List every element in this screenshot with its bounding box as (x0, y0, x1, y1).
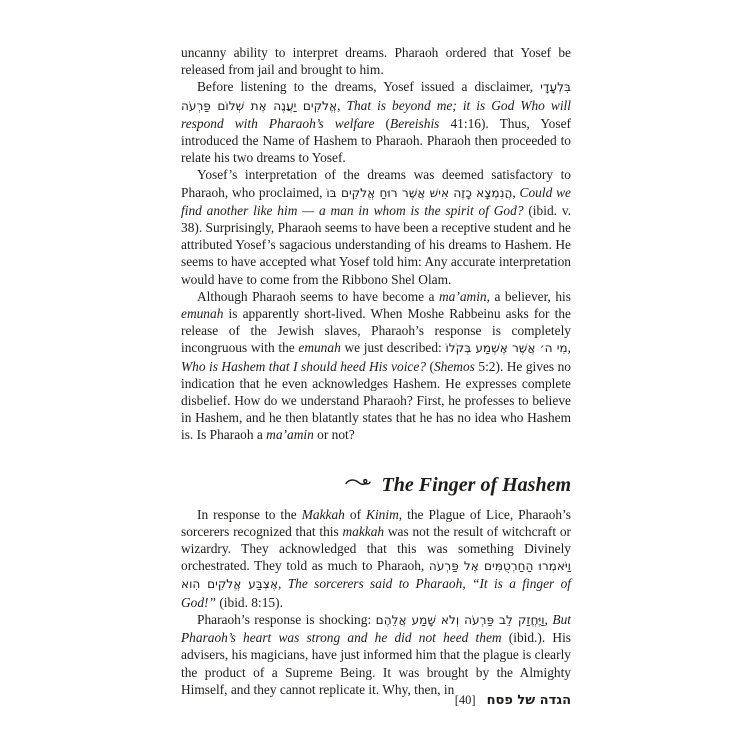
body-text: In response to the (197, 506, 302, 522)
body-text: (ibid. 8:15). (215, 594, 283, 610)
body-text: of (344, 506, 367, 522)
body-text: is apparently short-lived. When Moshe Rabbeinu asks for the release of the Jewish slaves, Pharaoh’s response is completely incongruous with the (181, 306, 571, 356)
emphasis-text: makkah (342, 523, 385, 539)
body-text: Pharaoh’s response is shocking: (197, 611, 376, 627)
hebrew-phrase: בִּלְעָדָי אֱלֹקִים יַעֲנֶה אֶת שְׁלוֹם פַּרְעֹה (181, 80, 571, 113)
section-finger-text (181, 506, 571, 698)
body-text: 5:2). He gives no indication that he even acknowledges Hashem. He expresses complete disbelief. How do we understand Pharaoh? First, he professes to believe in Hashem, and he then blatantly states that he has no idea who Hashem is. Is Pharaoh a (181, 358, 571, 443)
section-dreams-text (181, 44, 571, 444)
body-text: , (278, 576, 288, 592)
body-text: 41:16). Thus, Yosef introduced the Name of Hashem to Pharaoh. Pharaoh then proceeded to relate his two dreams to Yosef. (181, 115, 571, 166)
paragraph (181, 288, 571, 444)
body-text: or not? (313, 427, 355, 443)
body-text: , (512, 184, 520, 200)
book-title-hebrew: הגדה של פסח (486, 693, 571, 708)
hebrew-phrase: וַיֹּאמְרוּ הַחַרְטֻמִּים אֶל פַּרְעֹה אֶצְבַּע אֱלֹקִים הִוא (181, 559, 571, 592)
emphasis-text: Kinim (366, 506, 399, 522)
body-text: was not the result of witchcraft or wizardry. They acknowledged that this was something Divinely orchestrated. They told as much to Pharaoh, (181, 523, 571, 574)
paragraph (181, 506, 571, 611)
paragraph (181, 166, 571, 287)
body-text: Before listening to the dreams, Yosef issued a disclaimer, (197, 79, 541, 95)
body-text: , (337, 97, 347, 113)
section-heading-label: The Finger of Hashem (381, 473, 571, 496)
emphasis-text: Who is Hashem that I should heed His voice? (181, 358, 427, 374)
hebrew-phrase: וַיֶּחֱזַק לֵב פַּרְעֹה וְלֹא שָׁמַע אֲלֵהֶם (375, 612, 545, 627)
page-number: [40] (454, 693, 476, 707)
hebrew-phrase: הֲנִמְצָא כָזֶה אִישׁ אֲשֶׁר רוּחַ אֱלֹקִים בּוֹ (326, 185, 513, 200)
body-text: we just described: (340, 340, 446, 356)
section-heading (181, 471, 571, 497)
emphasis-text: ma’amin (439, 288, 487, 304)
swash-ornament-icon (345, 471, 371, 495)
body-text: ( (426, 358, 434, 374)
emphasis-text: The sorcerers said to Pharaoh, “It is a finger of God!” (181, 576, 571, 610)
page-footer (455, 691, 571, 709)
paragraph (181, 44, 571, 78)
emphasis-text: Shemos (433, 358, 475, 374)
emphasis-text: Bereishis (390, 115, 440, 131)
paragraph (181, 611, 571, 698)
body-text: Yosef’s interpretation of the dreams was deemed satisfactory to Pharaoh, who proclaimed, (181, 167, 571, 200)
emphasis-text: ma’amin (266, 427, 314, 443)
emphasis-text: emunah (298, 340, 341, 356)
emphasis-text: Could we find another like him — a man in whom is the spirit of God? (181, 184, 571, 218)
emphasis-text: Makkah (301, 506, 345, 522)
paragraph (181, 78, 571, 166)
body-text: (ibid.). His advisers, his magicians, have just informed him that the plague is clearly the product of a Supreme Being. It was brought by the Almighty Himself, and they cannot replicate it. Why, then, in (181, 630, 571, 697)
text-column (181, 44, 571, 698)
body-text: , a believer, his (486, 288, 571, 304)
body-text: uncanny ability to interpret dreams. Pharaoh ordered that Yosef be released from jail and brought to him. (181, 45, 571, 78)
body-text: Although Pharaoh seems to have become a (197, 288, 440, 304)
emphasis-text: That is beyond me; it is God Who will respond with Pharaoh’s welfare (181, 97, 571, 131)
body-text: , (567, 340, 571, 356)
body-text: , the Plague of Lice, Pharaoh’s sorcerers recognized that this (181, 506, 571, 539)
body-text: ( (374, 115, 391, 131)
hebrew-phrase: מִי ה׳ אֲשֶׁר אֶשְׁמַע בְּקֹלוֹ (445, 341, 568, 356)
body-text: (ibid. v. 38). Surprisingly, Pharaoh seems to have been a receptive student and he attributed Yosef’s sagacious understanding of his dreams to Hashem. He seems to have accepted what Yosef told him: Any accurate interpretation would have to come from the Ribbono Shel Olam. (181, 202, 571, 287)
emphasis-text: emunah (181, 306, 224, 322)
body-text: , (544, 611, 553, 627)
emphasis-text: But Pharaoh’s heart was strong and he did not heed them (181, 611, 571, 646)
